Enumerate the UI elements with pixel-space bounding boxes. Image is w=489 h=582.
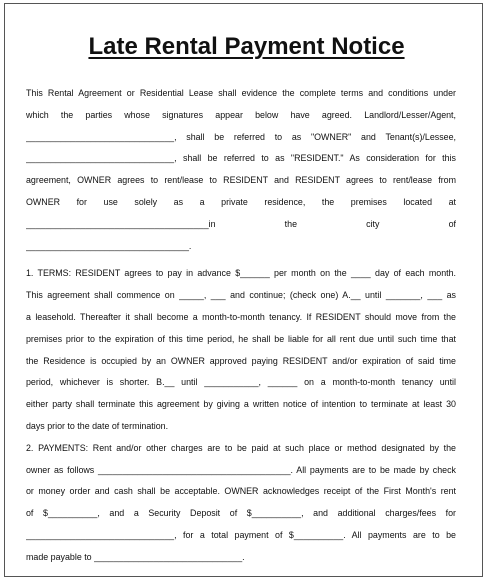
notice-title: Late Rental Payment Notice xyxy=(88,33,405,60)
text-line: _________________________________. xyxy=(26,240,192,251)
text-line: days prior to the date of termination. xyxy=(26,420,169,431)
document-page xyxy=(4,3,483,577)
text-line: period, whichever is shorter. B.__ until ___________, ______ on a month-to-month tenancy until xyxy=(26,377,456,388)
text-line: This agreement shall commence on _____, ___ and continue; (check one) A.__ until _______, ___ as xyxy=(26,290,456,301)
text-line: OWNER for use solely as a private residence, the premises located at xyxy=(26,196,456,207)
text-line: made payable to ______________________________. xyxy=(26,551,245,562)
terms-paragraph xyxy=(26,263,456,437)
text-line: 2. PAYMENTS: Rent and/or other charges are to be paid at such place or method designated by the xyxy=(26,442,456,453)
text-line: 1. TERMS: RESIDENT agrees to pay in advance $______ per month on the ____ day of each month. xyxy=(26,268,456,279)
payments-paragraph xyxy=(26,438,456,569)
text-line: a leasehold. Thereafter it shall become a month-to-month tenancy. If RESIDENT should move from the xyxy=(26,311,456,322)
text-line: agreement, OWNER agrees to rent/lease to RESIDENT and RESIDENT agrees to rent/lease from xyxy=(26,175,456,186)
intro-paragraph xyxy=(26,83,456,257)
text-line: owner as follows _______________________________________. All payments are to be made by check xyxy=(26,464,456,475)
text-line: ______________________________, shall be referred to as "RESIDENT." As consideration for this xyxy=(26,153,456,164)
text-line: _____________________________________in the city of xyxy=(26,218,456,229)
text-line: either party shall terminate this agreement by giving a written notice of intention to terminate at least 30 xyxy=(26,399,456,410)
text-line: premises prior to the expiration of this time period, he shall be liable for all rent due until such time that xyxy=(26,333,456,344)
text-line: which the parties whose signatures appear below have agreed. Landlord/Lesser/Agent, xyxy=(26,109,456,120)
text-line: or money order and cash shall be acceptable. OWNER acknowledges receipt of the First Month's rent xyxy=(26,486,456,497)
text-line: of $__________, and a Security Deposit of $__________, and additional charges/fees for xyxy=(26,508,456,519)
notice-body xyxy=(26,83,456,569)
text-line: the Residence is occupied by an OWNER approved paying RESIDENT and/or expiration of said time xyxy=(26,355,456,366)
text-line: ______________________________, for a total payment of $__________. All payments are to be xyxy=(26,529,456,540)
text-line: ______________________________, shall be referred to as "OWNER" and Tenant(s)/Lessee, xyxy=(26,131,456,142)
text-line: This Rental Agreement or Residential Lease shall evidence the complete terms and conditions under xyxy=(26,88,456,98)
